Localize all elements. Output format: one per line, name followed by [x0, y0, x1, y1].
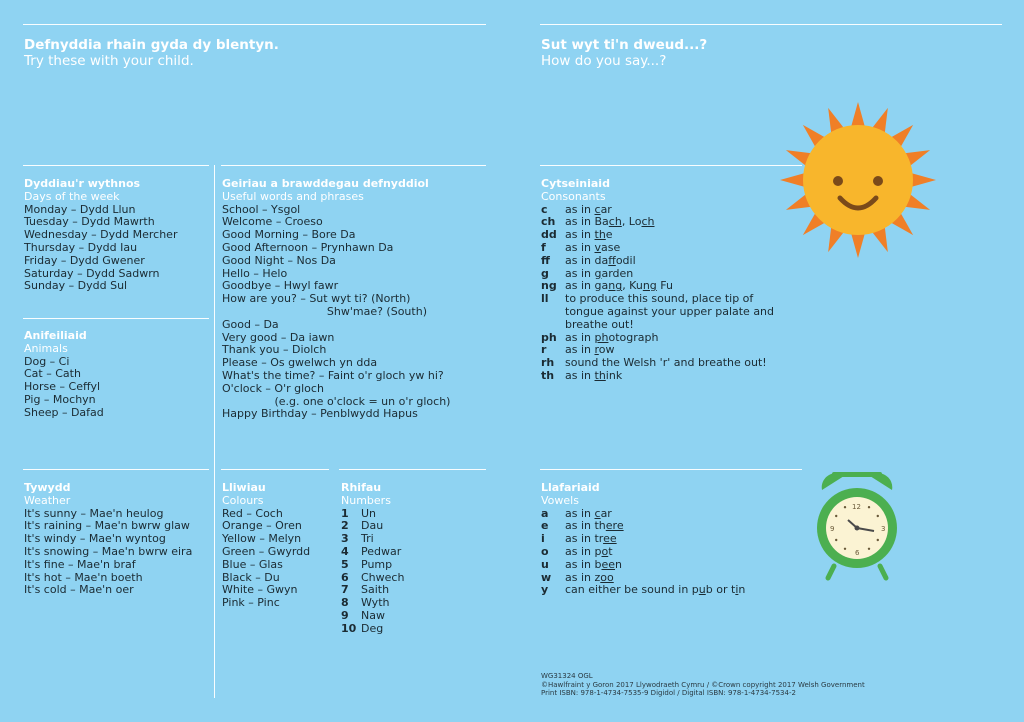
example-text: e	[605, 228, 613, 242]
number-digit: 2	[341, 519, 349, 533]
clock-tick	[844, 548, 846, 550]
day-item: Sunday – Dydd Sul	[24, 279, 128, 293]
number-word: Tri	[361, 532, 374, 546]
vowel-letter: o	[541, 544, 549, 558]
header-left	[24, 37, 279, 69]
example-text: as in	[565, 506, 595, 520]
phrase-item: Good – Da	[222, 317, 279, 331]
rule-numbers	[339, 469, 486, 470]
number-word: Pedwar	[361, 544, 402, 558]
vowel-letter: u	[541, 557, 549, 571]
underlined-sound: ng	[608, 279, 623, 293]
number-word: Chwech	[361, 570, 405, 584]
svg-text:9: 9	[830, 525, 835, 533]
example-text: as in tr	[565, 532, 604, 546]
svg-text:6: 6	[855, 549, 860, 557]
rule-days	[23, 165, 209, 166]
example-text: as in	[565, 228, 595, 242]
header-right-english: How do you say...?	[541, 53, 667, 69]
day-item: Friday – Dydd Gwener	[24, 253, 145, 267]
example-text: ase	[601, 240, 621, 254]
example-text: as in ga	[565, 279, 609, 293]
colour-item: Black – Du	[222, 570, 280, 584]
rule-weather	[23, 469, 209, 470]
vowel-letter: a	[541, 506, 549, 520]
consonant-letter: f	[541, 240, 546, 254]
phrase-item: Shw'mae? (South)	[222, 304, 427, 318]
numbers-title: Rhifau	[341, 481, 382, 494]
header-left-welsh: Defnyddia rhain gyda dy blentyn.	[24, 37, 279, 53]
rule-animals	[23, 318, 209, 319]
underlined-sound: i	[735, 583, 739, 597]
underlined-sound: ng	[642, 279, 657, 293]
consonant-letter: ff	[541, 253, 550, 267]
footer-copyright: ©Hawlfraint y Goron 2017 Llywodraeth Cymru / ©Crown copyright 2017 Welsh Government	[541, 680, 865, 689]
example-text: as in	[565, 240, 595, 254]
phrase-item: Goodbye – Hwyl fawr	[222, 279, 339, 293]
consonant-letter: ph	[541, 330, 557, 344]
underlined-sound: u	[698, 583, 706, 597]
colour-item: Pink – Pinc	[222, 596, 280, 610]
consonant-letter: th	[541, 368, 555, 382]
weather-list	[24, 508, 192, 598]
example-text: n	[615, 557, 623, 571]
number-digit: 10	[341, 621, 357, 635]
rule-colours	[221, 469, 329, 470]
header-right-welsh: Sut wyt ti'n dweud...?	[541, 37, 708, 53]
underlined-sound: ere	[605, 519, 624, 533]
animal-item: Horse – Ceffyl	[24, 380, 101, 394]
example-text: ink	[605, 368, 623, 382]
underlined-sound: c	[594, 202, 601, 216]
clock-tick	[835, 515, 837, 517]
header-right	[541, 37, 707, 69]
phrase-item: Good Afternoon – Prynhawn Da	[222, 240, 394, 254]
vowels-list	[541, 508, 795, 598]
example-text: arden	[601, 266, 634, 280]
vowels-subtitle: Vowels	[541, 493, 579, 507]
footer-isbn: Print ISBN: 978-1-4734-7535-9 Digidol / Digital ISBN: 978-1-4734-7534-2	[541, 689, 796, 698]
section-colours	[222, 482, 310, 610]
weather-subtitle: Weather	[24, 493, 71, 507]
top-rule-right	[540, 24, 1002, 25]
rule-phrases	[221, 165, 486, 166]
colour-item: Green – Gwyrdd	[222, 544, 311, 558]
number-word: Naw	[361, 608, 385, 622]
clock-tick	[835, 539, 837, 541]
example-text: , Lo	[621, 215, 642, 229]
header-left-english: Try these with your child.	[24, 53, 194, 69]
example-text: , Ku	[622, 279, 643, 293]
animals-subtitle: Animals	[24, 341, 68, 355]
example-text: ar	[600, 506, 612, 520]
colour-item: Yellow – Melyn	[222, 532, 302, 546]
colour-item: White – Gwyn	[222, 583, 298, 597]
example-text: ar	[600, 202, 612, 216]
consonant-letter: ll	[541, 292, 549, 306]
number-word: Wyth	[361, 596, 390, 610]
example-text: as in	[565, 368, 595, 382]
consonants-list	[541, 204, 795, 383]
colours-title: Lliwiau	[222, 481, 266, 494]
colour-item: Red – Coch	[222, 506, 283, 520]
example-text: Fu	[656, 279, 673, 293]
underlined-sound: o	[601, 544, 609, 558]
phrase-item: Welcome – Croeso	[222, 215, 323, 229]
days-title: Dyddiau'r wythnos	[24, 177, 141, 190]
vowel-letter: i	[541, 532, 545, 546]
animal-item: Sheep – Dafad	[24, 405, 104, 419]
consonant-example	[565, 293, 795, 331]
example-text: as in	[565, 266, 595, 280]
animal-item: Dog – Ci	[24, 354, 70, 368]
footer	[541, 672, 865, 698]
phrase-item: Please – Os gwelwch yn dda	[222, 356, 378, 370]
alarm-clock-icon	[812, 468, 902, 583]
section-consonants	[541, 178, 795, 383]
consonant-letter: rh	[541, 356, 555, 370]
day-item: Wednesday – Dydd Mercher	[24, 228, 178, 242]
clock-tick	[868, 548, 870, 550]
weather-item: It's cold – Mae'n oer	[24, 583, 134, 597]
weather-item: It's fine – Mae'n braf	[24, 557, 136, 571]
consonant-letter: c	[541, 202, 548, 216]
svg-text:3: 3	[881, 525, 886, 533]
example-text: as in da	[565, 253, 609, 267]
example-text: as in	[565, 343, 595, 357]
weather-title: Tywydd	[24, 481, 71, 494]
number-digit: 8	[341, 596, 349, 610]
example-text: as in b	[565, 557, 602, 571]
underlined-sound: ph	[594, 330, 609, 344]
underlined-sound: c	[594, 506, 601, 520]
animal-item: Pig – Mochyn	[24, 392, 96, 406]
phrase-item: Good Night – Nos Da	[222, 253, 336, 267]
phrase-item: (e.g. one o'clock = un o'r gloch)	[222, 394, 451, 408]
number-digit: 1	[341, 506, 349, 520]
clock-tick	[877, 539, 879, 541]
weather-item: It's sunny – Mae'n heulog	[24, 506, 164, 520]
vowels-title: Llafariaid	[541, 481, 600, 494]
underlined-sound: ch	[641, 215, 655, 229]
number-word: Saith	[361, 583, 390, 597]
underlined-sound: th	[594, 228, 606, 242]
phrases-list	[222, 204, 450, 422]
example-text: t	[608, 544, 613, 558]
example-text: to produce this sound, place tip of tongue against your upper palate and breathe out!	[565, 292, 775, 331]
rule-consonants	[540, 165, 802, 166]
example-text: as in z	[565, 570, 601, 584]
animals-list	[24, 356, 104, 420]
number-word: Un	[361, 506, 377, 520]
footer-code: WG31324 OGL	[541, 672, 593, 680]
weather-item: It's windy – Mae'n wyntog	[24, 532, 166, 546]
numbers-list	[341, 508, 404, 636]
example-text: as in th	[565, 519, 606, 533]
days-list	[24, 204, 177, 294]
day-item: Thursday – Dydd Iau	[24, 240, 138, 254]
number-word: Deg	[361, 621, 384, 635]
example-text: as in	[565, 202, 595, 216]
number-digit: 5	[341, 557, 349, 571]
underlined-sound: ch	[608, 215, 622, 229]
weather-item: It's snowing – Mae'n bwrw eira	[24, 544, 193, 558]
day-item: Tuesday – Dydd Mawrth	[24, 215, 155, 229]
days-subtitle: Days of the week	[24, 189, 120, 203]
example-text: otograph	[608, 330, 659, 344]
day-item: Monday – Dydd Llun	[24, 202, 136, 216]
underlined-sound: g	[594, 266, 602, 280]
consonant-letter: g	[541, 266, 549, 280]
consonants-subtitle: Consonants	[541, 189, 606, 203]
number-digit: 6	[341, 570, 349, 584]
section-weather	[24, 482, 192, 597]
consonant-letter: ch	[541, 215, 556, 229]
day-item: Saturday – Dydd Sadwrn	[24, 266, 160, 280]
phrase-item: Thank you – Diolch	[222, 343, 327, 357]
number-word: Pump	[361, 557, 393, 571]
example-text: b or t	[705, 583, 736, 597]
underlined-sound: th	[594, 368, 606, 382]
phrase-item: Hello – Helo	[222, 266, 288, 280]
example-text: can either be sound in p	[565, 583, 699, 597]
underlined-sound: v	[594, 240, 602, 254]
section-phrases	[222, 178, 450, 421]
consonant-letter: dd	[541, 228, 557, 242]
clock-tick	[868, 506, 870, 508]
underlined-sound: ee	[601, 557, 616, 571]
animals-title: Anifeiliaid	[24, 329, 87, 342]
example-text: sound the Welsh 'r' and breathe out!	[565, 356, 767, 370]
consonant-example	[565, 370, 795, 383]
number-digit: 9	[341, 608, 349, 622]
example-text: as in Ba	[565, 215, 609, 229]
clock-tick	[844, 506, 846, 508]
underlined-sound: oo	[600, 570, 614, 584]
example-text: odil	[615, 253, 636, 267]
colours-subtitle: Colours	[222, 493, 264, 507]
phrases-subtitle: Useful words and phrases	[222, 189, 364, 203]
underlined-sound: ee	[603, 532, 617, 546]
example-text: ow	[598, 343, 615, 357]
phrase-item: O'clock – O'r gloch	[222, 381, 324, 395]
section-numbers	[341, 482, 404, 636]
consonant-letter: ng	[541, 279, 557, 293]
colour-item: Orange – Oren	[222, 519, 302, 533]
number-digit: 3	[341, 532, 349, 546]
clock-tick	[877, 515, 879, 517]
phrase-item: How are you? – Sut wyt ti? (North)	[222, 292, 411, 306]
section-days	[24, 178, 177, 293]
consonants-title: Cytseiniaid	[541, 177, 610, 190]
underlined-sound: ff	[608, 253, 616, 267]
colours-list	[222, 508, 310, 610]
consonant-letter: r	[541, 343, 547, 357]
number-digit: 7	[341, 583, 349, 597]
number-word: Dau	[361, 519, 384, 533]
example-text: as in p	[565, 544, 602, 558]
phrases-title: Geiriau a brawddegau defnyddiol	[222, 177, 429, 190]
rule-vowels	[540, 469, 802, 470]
example-text: as in	[565, 330, 595, 344]
vowel-letter: y	[541, 583, 549, 597]
top-rule-left	[23, 24, 486, 25]
svg-text:12: 12	[852, 503, 861, 511]
vowel-letter: e	[541, 519, 549, 533]
underlined-sound: r	[594, 343, 599, 357]
animal-item: Cat – Cath	[24, 367, 81, 381]
phrase-item: Good Morning – Bore Da	[222, 228, 356, 242]
sun-icon	[778, 100, 938, 260]
column-divider	[214, 165, 215, 698]
phrase-item: School – Ysgol	[222, 202, 301, 216]
weather-item: It's hot – Mae'n boeth	[24, 570, 143, 584]
phrase-item: Very good – Da iawn	[222, 330, 335, 344]
colour-item: Blue – Glas	[222, 557, 283, 571]
weather-item: It's raining – Mae'n bwrw glaw	[24, 519, 190, 533]
vowel-letter: w	[541, 570, 552, 584]
section-vowels	[541, 482, 795, 597]
section-animals	[24, 330, 104, 420]
vowel-example	[565, 584, 795, 597]
phrase-item: What's the time? – Faint o'r gloch yw hi?	[222, 368, 444, 382]
example-text: n	[738, 583, 746, 597]
numbers-subtitle: Numbers	[341, 493, 391, 507]
number-digit: 4	[341, 544, 349, 558]
phrase-item: Happy Birthday – Penblwydd Hapus	[222, 407, 418, 421]
